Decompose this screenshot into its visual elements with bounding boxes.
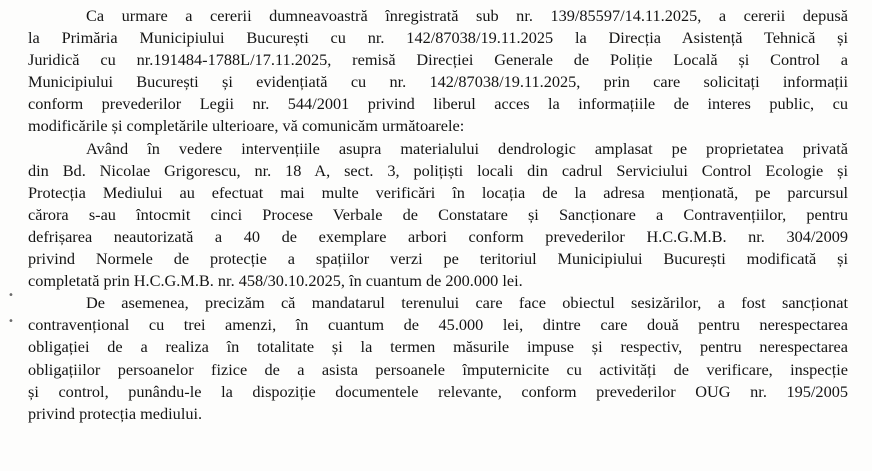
text-line: Juridică cu nr.191484-1788L/17.11.2025, remisă Direcției Generale de Poliție Locală și Control a	[28, 50, 848, 70]
text-line: la Primăria Municipiului București cu nr. 142/87038/19.11.2025 la Direcția Asistență Tehnică și	[28, 28, 848, 48]
text-line: defrișarea neautorizată a 40 de exemplare arbori conform prevederilor H.C.G.M.B. nr. 304/2009	[28, 226, 848, 246]
text-line: Având în vedere intervențiile asupra materialului dendrologic amplasat pe proprietatea privată	[86, 138, 848, 158]
margin-mark: •	[8, 290, 14, 301]
text-line: De asemenea, precizăm că mandatarul terenului care face obiectul sesizărilor, a fost sancționat	[86, 293, 848, 313]
letter-body	[28, 5, 848, 425]
paragraph-sanctions-trees	[28, 138, 848, 293]
text-line: completată prin H.C.G.M.B. nr. 458/30.10.2025, în cuantum de 200.000 lei.	[28, 271, 523, 291]
text-line: conform prevederilor Legii nr. 544/2001 privind liberul acces la informațiile de interes public, cu	[28, 94, 848, 114]
text-line: obligației de a realiza în totalitate și la termen măsurile impuse și respectiv, pentru nerespectarea	[28, 337, 848, 357]
text-line: privind Normele de protecție a spațiilor verzi pe teritoriul Municipiului București modificată și	[28, 249, 848, 269]
text-line: contravențional cu trei amenzi, în cuantum de 45.000 lei, dintre care două pentru nerespectarea	[28, 315, 848, 335]
text-line: privind protecția mediului.	[28, 403, 203, 423]
margin-mark: •	[8, 316, 14, 327]
text-line: din Bd. Nicolae Grigorescu, nr. 18 A, sect. 3, polițiști locali din cadrul Serviciului Control Ecologie și	[28, 160, 848, 180]
text-line: Protecția Mediului au efectuat mai multe verificări în locația de la adresa menționată, pe parcursul	[28, 182, 848, 202]
text-line: modificările și completările ulterioare, vă comunicăm următoarele:	[28, 116, 465, 136]
text-line: Municipiului București și evidențiată cu nr. 142/87038/19.11.2025, prin care solicitați informații	[28, 72, 848, 92]
text-line: Ca urmare a cererii dumneavoastră înregistrată sub nr. 139/85597/14.11.2025, a cererii depusă	[86, 6, 848, 25]
text-line: și control, punându-le la dispoziție documentele relevante, conform prevederilor OUG nr. 195/2005	[28, 381, 848, 401]
text-line: cărora s-au întocmit cinci Procese Verbale de Constatare și Sancționare a Contravențiilor, pentru	[28, 204, 848, 224]
text-line: obligațiilor persoanelor fizice de a asista persoanele împuternicite cu activități de verificare, inspecție	[28, 359, 848, 379]
paragraph-sanctions-mandatary	[28, 292, 848, 425]
paragraph-request-reference	[28, 5, 848, 138]
